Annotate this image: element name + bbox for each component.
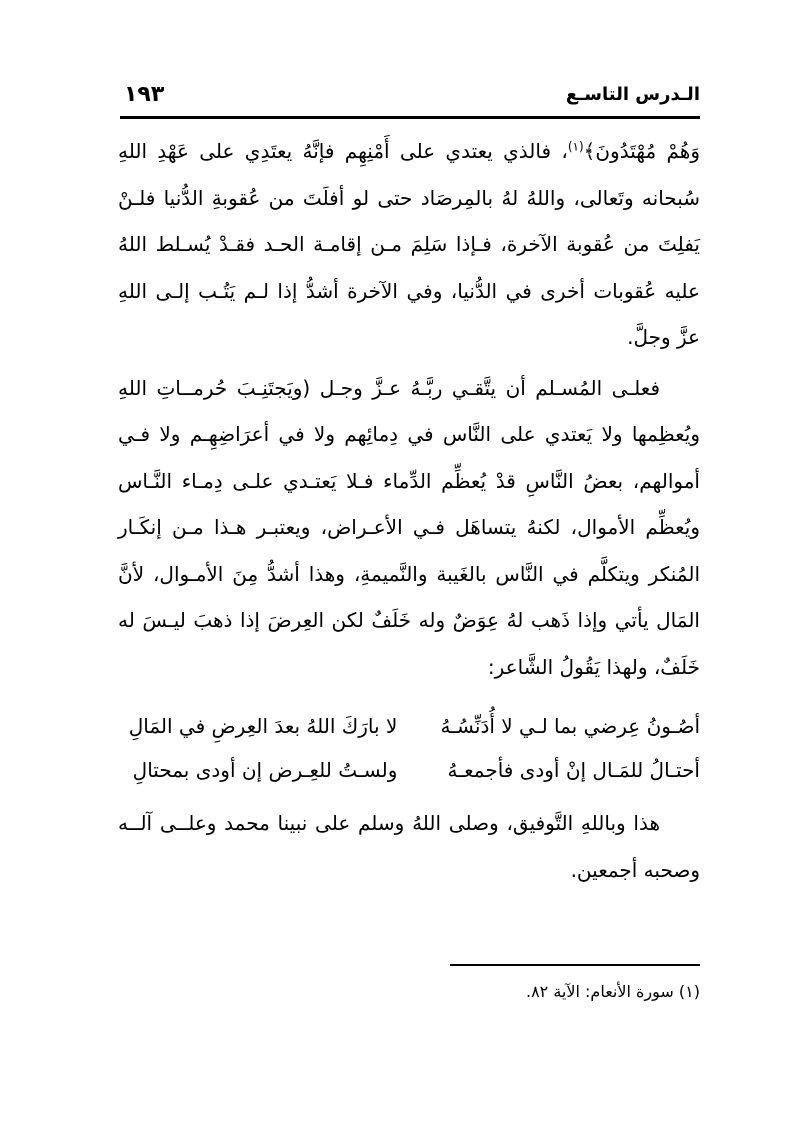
main-text — [118, 128, 700, 893]
lesson-title: الـدرس التاسـع — [565, 84, 700, 105]
footnote-marker: (١) — [567, 139, 584, 154]
paragraph-1-text: ، فالذي يعتدي على أَمْنِهِم فإنَّهُ يعتَدِي على عَهْدِ اللهِ سُبحانه وتَعالى، واللهُ لهُ بالمِرصَاد حتى لو أفلَتَ من عُقوبةِ الدُّنيا فلـنْ يَفلِتَ من عُقوبة الآخرة، فـإذا سَلِمَ مـن إقامـة الحـد فقـدْ يُسـلط اللهُ عليه عُقوبات أخرى في الدُّنيا، وفي الآخرة أشدُّ إذا لـم يَتُـب إلـى اللهِ عزَّ وجلَّ. — [118, 139, 700, 349]
poem-verse-2 — [118, 748, 700, 792]
footnote: (١) سورة الأنعام: الآية ٨٢. — [525, 982, 700, 1001]
paragraph-2: فعلـى المُسـلم أن يتَّقـي ربَّـهُ عـزَّ وجـل (ويَجتَنِـبَ حُرمــاتِ اللهِ ويُعظِمها ولا يَعتدي على النَّاس في دِمائِهم ولا في أعرَاضِهِـم ولا فـي أموالهم، بعضُ النَّاسِ قدْ يُعظِّم الدِّماء فـلا يَعتـدي علـى دِمـاء النَّـاس ويُعظِّم الأموال، لكنهُ يتساهَل فـي الأعـراض، ويعتبـر هـذا مـن إنكَـار المُنكر ويتكلَّم في النَّاس بالغَيبة والنَّميمةِ، وهذا أشدُّ مِنَ الأمـوال، لأنَّ المَال يأتي وإذا ذَهب لهُ عِوَضٌ وله خَلَفٌ لكن العِرضَ إذا ذهبَ ليـسَ له خَلَفٌ، ولهذا يَقُولُ الشَّاعر: — [118, 375, 700, 679]
footnote-divider — [450, 964, 700, 966]
verse-2-first-hemistich: أحتـالُ للمَـال إنْ أودى فأجمعـهُ — [447, 758, 700, 782]
verse-1-second-hemistich: لا بارَكَ اللهُ بعدَ العِرضِ في المَالِ — [128, 714, 398, 738]
page-number: ١٩٣ — [124, 82, 165, 107]
paragraph-1 — [118, 128, 700, 361]
verse-1-first-hemistich: أصُـونُ عِرضي بما لـي لا أُدَنِّسُـهُ — [440, 714, 700, 738]
poem — [118, 704, 700, 792]
page-header — [120, 84, 700, 114]
verse-2-second-hemistich: ولسـتُ للعِـرض إن أودى بمحتالِ — [132, 758, 398, 782]
quran-quote: وَهُمْ مُهْتَدُونَ﴾ — [583, 139, 700, 163]
closing-paragraph: هذا وباللهِ التَّوفيق، وصلى اللهُ وسلم على نبينا محمد وعلــى آلــه وصحبه أجمعين. — [118, 811, 700, 882]
header-divider — [120, 116, 700, 119]
poem-verse-1 — [118, 704, 700, 748]
